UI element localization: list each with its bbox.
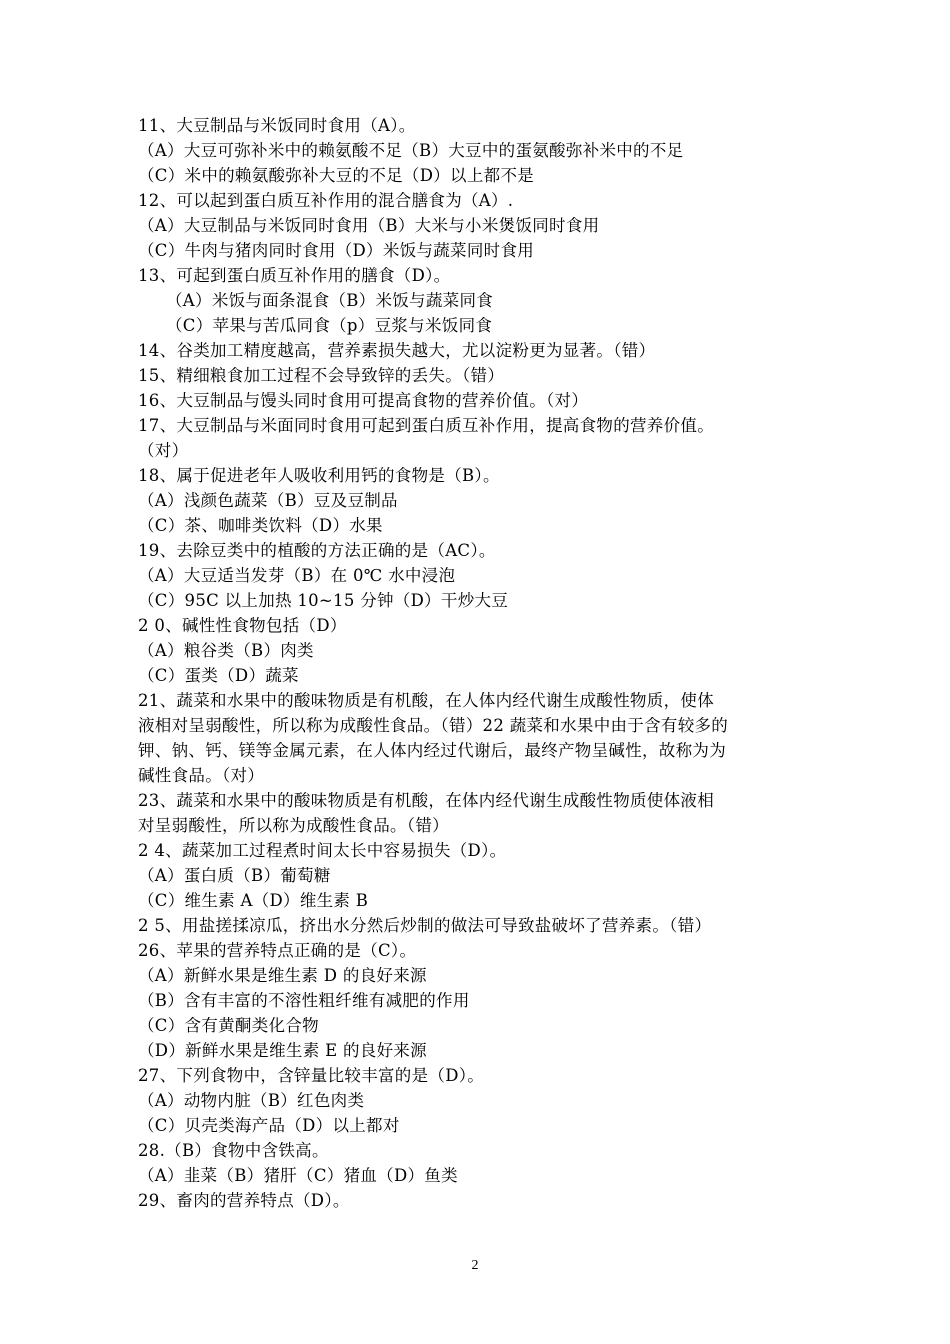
q19-options-cd: （C）95C 以上加热 10~15 分钟（D）干炒大豆	[138, 591, 509, 610]
question-15: 15、精细粮食加工过程不会导致锌的丢失。（错）	[138, 366, 505, 385]
question-23-cont: 对呈弱酸性，所以称为成酸性食品。（错）	[138, 816, 449, 835]
question-17: 17、大豆制品与米面同时食用可起到蛋白质互补作用，提高食物的营养价值。	[138, 416, 714, 435]
question-21-cont: 液相对呈弱酸性，所以称为成酸性食品。（错）22 蔬菜和水果中由于含有较多的	[138, 716, 729, 735]
q24-options-ab: （A）蛋白质（B）葡萄糖	[138, 866, 331, 885]
question-26: 26、苹果的营养特点正确的是（C）。	[138, 941, 417, 960]
q12-options-ab: （A）大豆制品与米饭同时食用（B）大米与小米煲饭同时食用	[138, 216, 600, 235]
question-24: 2 4、蔬菜加工过程煮时间太长中容易损失（D）。	[138, 841, 507, 860]
q27-options-cd: （C）贝壳类海产品（D）以上都对	[138, 1116, 400, 1135]
question-16: 16、大豆制品与馒头同时食用可提高食物的营养价值。（对）	[138, 391, 589, 410]
q26-option-a: （A）新鲜水果是维生素 D 的良好来源	[138, 966, 427, 985]
q18-options-cd: （C）茶、咖啡类饮料（D）水果	[138, 516, 383, 535]
question-20: 2 0、碱性性食物包括（D）	[138, 616, 347, 635]
q11-options-cd: （C）米中的赖氨酸弥补大豆的不足（D）以上都不是	[138, 166, 535, 185]
q26-option-b: （B）含有丰富的不溶性粗纤维有减肥的作用	[138, 991, 470, 1010]
question-19: 19、去除豆类中的植酸的方法正确的是（AC）。	[138, 541, 496, 560]
question-18: 18、属于促进老年人吸收利用钙的食物是（B）。	[138, 466, 500, 485]
q24-options-cd: （C）维生素 A（D）维生素 B	[138, 891, 369, 910]
question-11: 11、大豆制品与米饭同时食用（A）。	[138, 116, 416, 135]
question-21: 21、蔬菜和水果中的酸味物质是有机酸，在人体内经代谢生成酸性物质，使体	[138, 691, 714, 710]
question-list	[138, 113, 818, 1213]
question-13: 13、可起到蛋白质互补作用的膳食（D）。	[138, 266, 451, 285]
page-number: 2	[471, 1258, 479, 1273]
question-27: 27、下列食物中，含锌量比较丰富的是（D）。	[138, 1066, 485, 1085]
question-14: 14、谷类加工精度越高，营养素损失越大，尤以淀粉更为显著。（错）	[138, 341, 656, 360]
q13-options-cd: （C）苹果与苦瓜同食（p）豆浆与米饭同食	[166, 316, 493, 335]
q20-options-ab: （A）粮谷类（B）肉类	[138, 641, 314, 660]
q26-option-c: （C）含有黄酮类化合物	[138, 1016, 319, 1035]
q18-options-ab: （A）浅颜色蔬菜（B）豆及豆制品	[138, 491, 398, 510]
q12-options-cd: （C）牛肉与猪肉同时食用（D）米饭与蔬菜同时食用	[138, 241, 535, 260]
question-23: 23、蔬菜和水果中的酸味物质是有机酸，在体内经代谢生成酸性物质使体液相	[138, 791, 714, 810]
q20-options-cd: （C）蛋类（D）蔬菜	[138, 666, 299, 685]
question-22-cont: 钾、钠、钙、镁等金属元素，在人体内经过代谢后，最终产物呈碱性，故称为为	[138, 741, 726, 760]
question-22-end: 碱性食品。（对）	[138, 766, 265, 785]
q13-options-ab: （A）米饭与面条混食（B）米饭与蔬菜同食	[166, 291, 494, 310]
q26-option-d: （D）新鲜水果是维生素 E 的良好来源	[138, 1041, 427, 1060]
q27-options-ab: （A）动物内脏（B）红色肉类	[138, 1091, 365, 1110]
q28-options: （A）韭菜（B）猪肝（C）猪血（D）鱼类	[138, 1166, 458, 1185]
question-25: 2 5、用盐搓揉凉瓜，挤出水分然后炒制的做法可导致盐破坏了营养素。（错）	[138, 916, 712, 935]
question-17-answer: （对）	[138, 441, 189, 460]
q11-options-ab: （A）大豆可弥补米中的赖氨酸不足（B）大豆中的蛋氨酸弥补米中的不足	[138, 141, 684, 160]
question-29: 29、畜肉的营养特点（D）。	[138, 1191, 350, 1210]
question-28: 28.（B）食物中含铁高。	[138, 1141, 329, 1160]
q19-options-ab: （A）大豆适当发芽（B）在 0℃ 水中浸泡	[138, 566, 456, 585]
question-12: 12、可以起到蛋白质互补作用的混合膳食为（A）.	[138, 191, 514, 210]
